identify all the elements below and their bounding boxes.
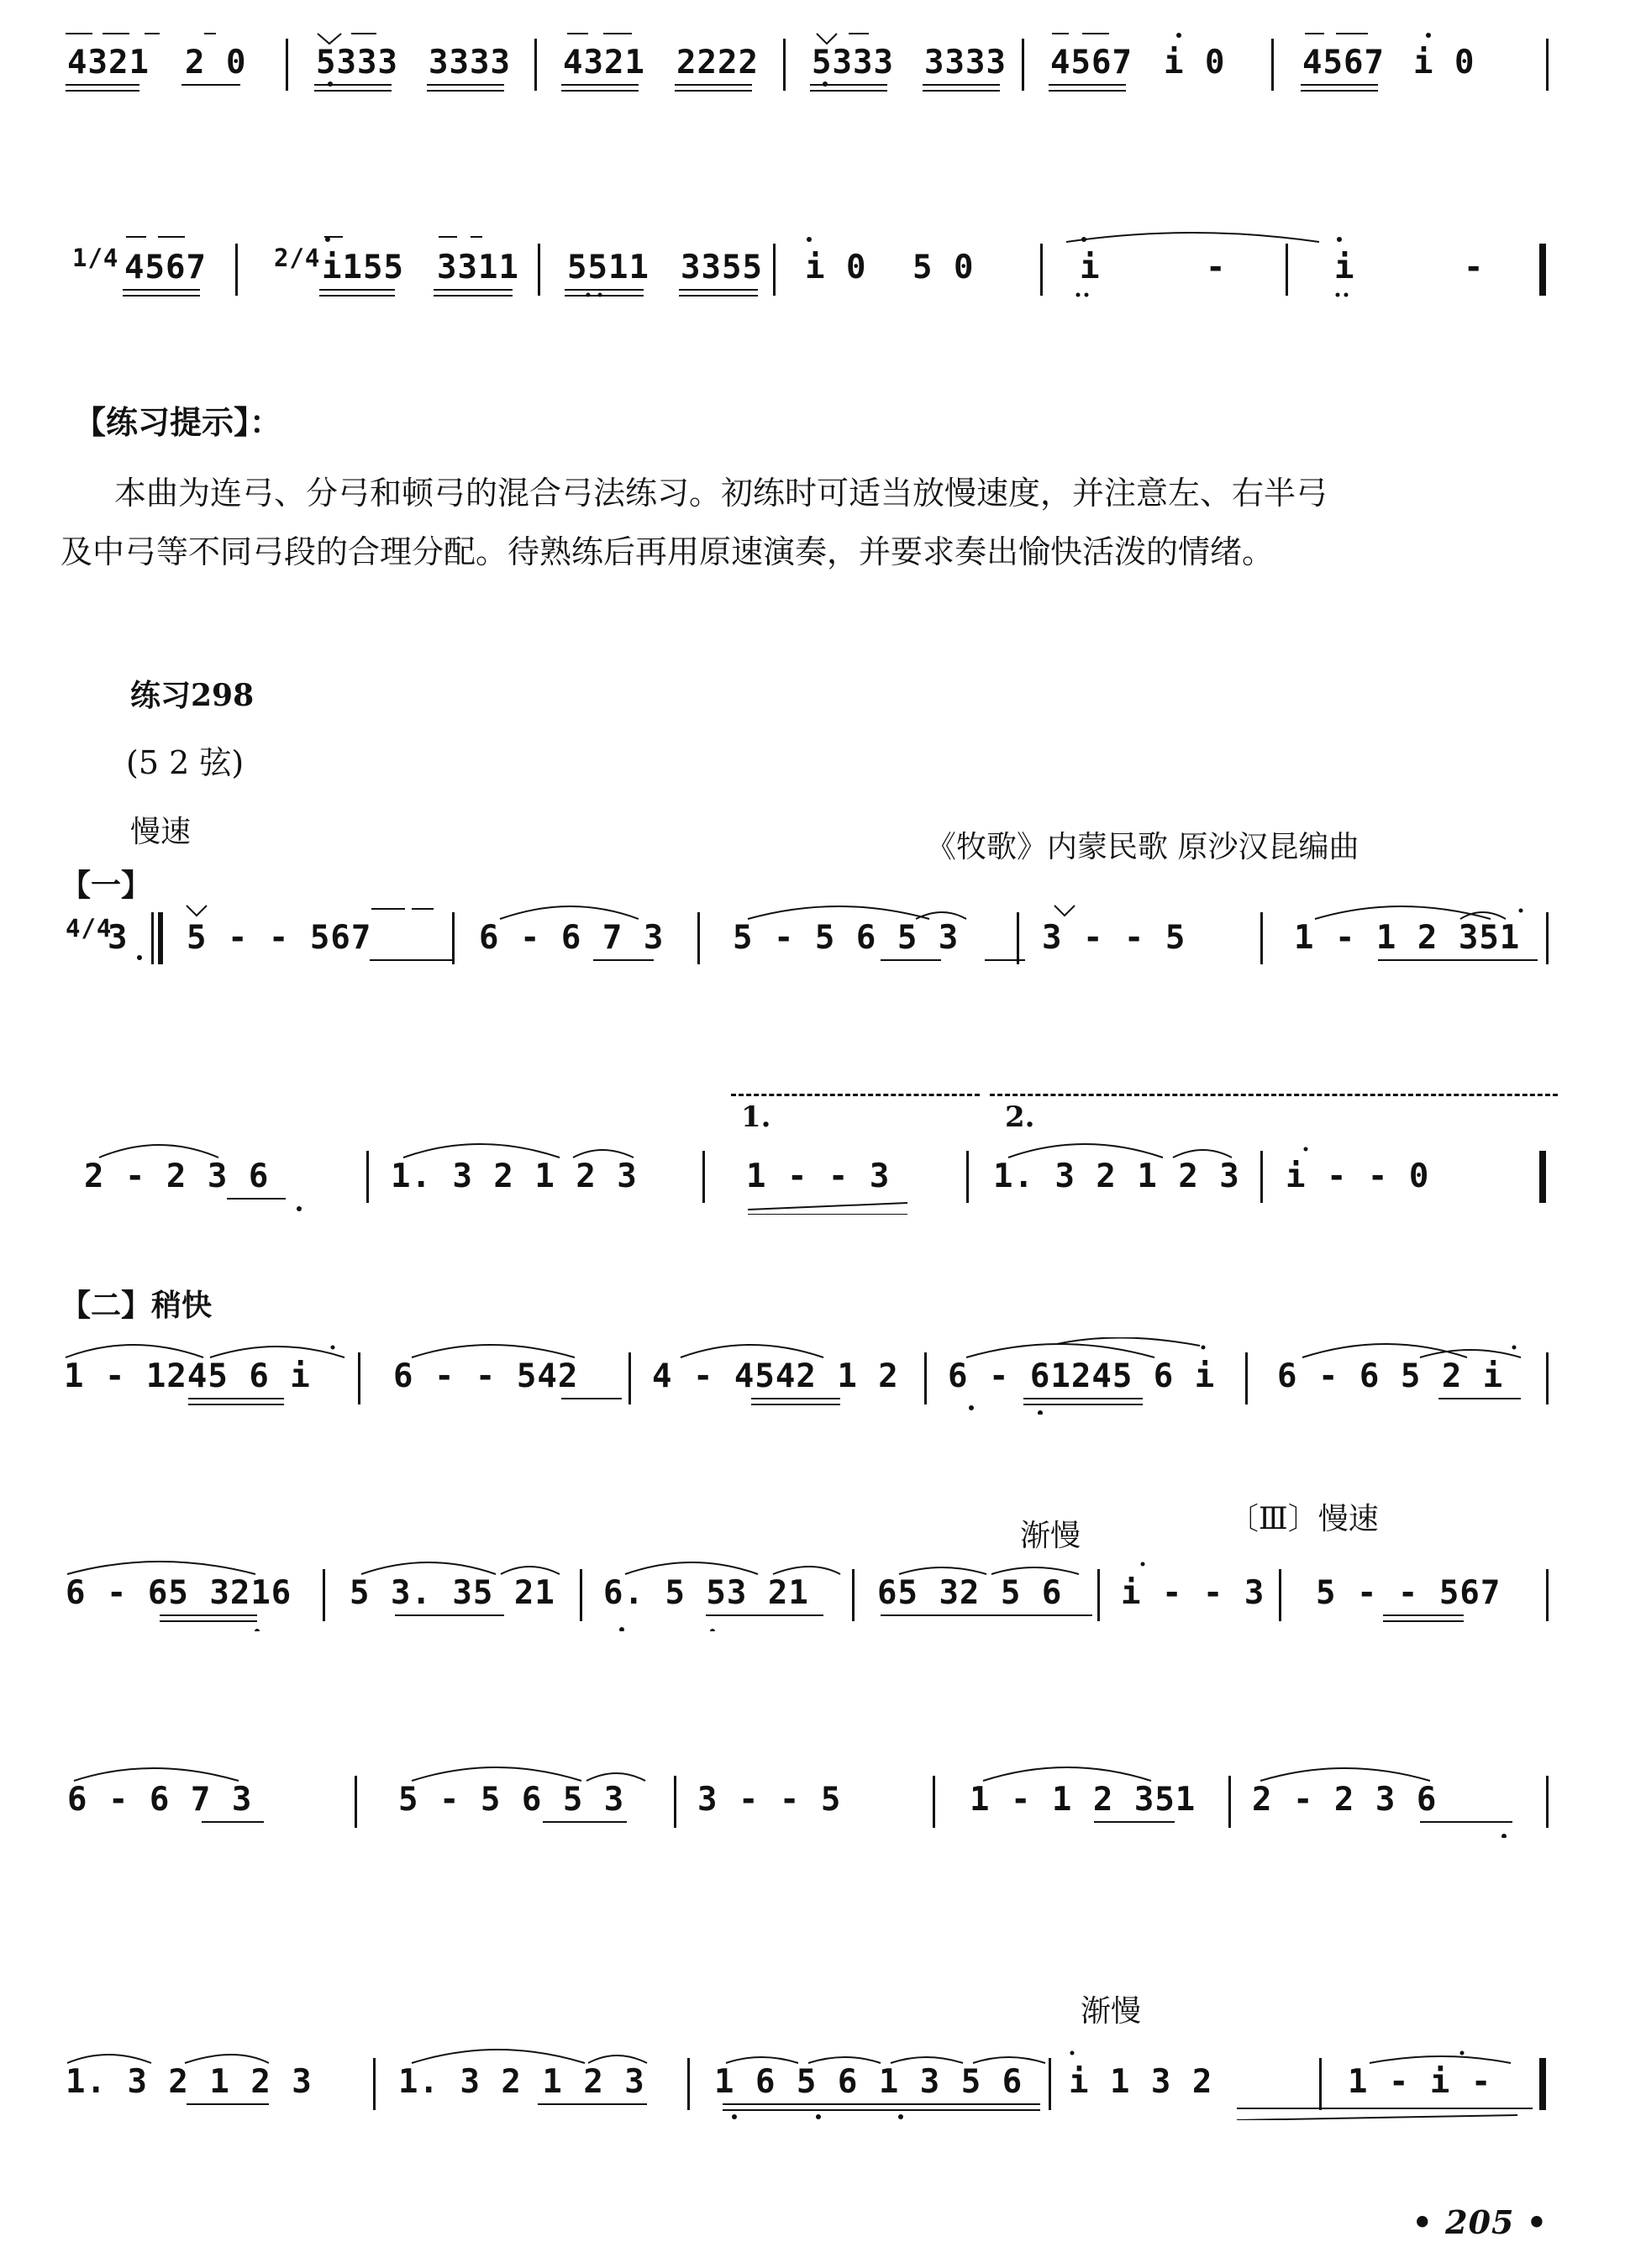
note-group: i - - 0	[1286, 1158, 1430, 1195]
barline	[323, 1569, 325, 1621]
note-group: 3333	[429, 44, 511, 81]
note-group: 6 - 65 3216	[66, 1574, 292, 1612]
note-group: 6 - - 542	[393, 1357, 579, 1395]
note-group: i	[1080, 249, 1101, 286]
barline	[452, 912, 455, 964]
score-line-6-notes	[59, 1574, 1563, 1611]
barline	[687, 2058, 690, 2110]
note-group: -	[1206, 249, 1227, 286]
note-group: i 1 3 2	[1069, 2063, 1213, 2101]
note-group: 65 32 5 6	[877, 1574, 1063, 1612]
note-group: 1. 3 2 1 2 3	[993, 1158, 1240, 1195]
barline	[580, 1569, 582, 1621]
score-line-5	[59, 1337, 1563, 1415]
score-line-8-notes	[59, 2063, 1563, 2100]
second-ending-label: 2.	[1005, 1100, 1035, 1134]
note-group: 6 - 6 5 2 i	[1277, 1357, 1504, 1395]
barline	[1228, 1776, 1231, 1828]
note-group: i	[1334, 249, 1355, 286]
section-two-label: 【二】稍快	[60, 1288, 213, 1323]
note-group: 5 - 5 6 5 3	[733, 919, 960, 957]
note-group: 1 - i -	[1348, 2063, 1492, 2101]
note-group: 5 - - 567	[1316, 1574, 1501, 1612]
note-group: 6 - 6 7 3	[67, 1781, 253, 1819]
practice-tips-line-2: 及中弓等不同弓段的合理分配。待熟练后再用原速演奏，并要求奏出愉快活泼的情绪。	[60, 533, 1275, 570]
slowing-marking-final: 渐慢	[1081, 1994, 1142, 2029]
section-one-label: 【一】	[60, 868, 152, 903]
note-group: 4567	[1302, 44, 1385, 81]
time-signature: 2/4	[274, 244, 321, 272]
barline	[355, 1776, 357, 1828]
note-group: i - - 3	[1121, 1574, 1265, 1612]
note-group: i155	[322, 249, 404, 286]
note-group: 5 - - 567	[187, 919, 372, 957]
barline	[702, 1151, 705, 1203]
note-group: 1 - - 3	[746, 1158, 891, 1195]
note-group: 2 - 2 3 6	[84, 1158, 270, 1195]
barline	[773, 244, 776, 296]
barline	[1097, 1569, 1100, 1621]
note-group: 3333	[924, 44, 1007, 81]
note-group: 4321	[67, 44, 150, 81]
end-barline	[1539, 244, 1546, 296]
barline	[373, 2058, 376, 2110]
note-group: 5333	[316, 44, 398, 81]
barline	[1319, 2058, 1322, 2110]
note-group: 5 0	[912, 249, 975, 286]
note-group: 6 - 61245 6 i	[948, 1357, 1216, 1395]
barline	[1271, 39, 1274, 91]
score-line-8	[59, 2043, 1563, 2120]
first-ending-label: 1.	[741, 1100, 771, 1134]
barline	[933, 1776, 935, 1828]
note-group: i 0	[805, 249, 867, 286]
barline	[1546, 912, 1549, 964]
barline	[852, 1569, 855, 1621]
note-group: 6 - 6 7 3	[479, 919, 665, 957]
time-signature: 1/4	[72, 244, 119, 272]
barline	[1017, 912, 1019, 964]
note-group: 4321	[563, 44, 645, 81]
note-group: 6. 5 53 21	[603, 1574, 809, 1612]
barline	[783, 39, 786, 91]
score-line-7	[59, 1761, 1563, 1838]
barline	[1022, 39, 1024, 91]
note-group: 1 - 1245 6 i	[64, 1357, 311, 1395]
source-credit: 《牧歌》内蒙民歌 原沙汉昆编曲	[926, 830, 1359, 864]
second-ending-bracket	[990, 1094, 1558, 1130]
section-three-tempo: 〔Ⅲ〕慢速	[1228, 1502, 1379, 1536]
barline	[358, 1352, 360, 1404]
practice-tips-title: 【练习提示】：	[74, 403, 282, 441]
note-group: 2 - 2 3 6	[1252, 1781, 1438, 1819]
barline	[235, 244, 238, 296]
barline	[924, 1352, 927, 1404]
score-line-2	[59, 228, 1563, 306]
barline	[1546, 39, 1549, 91]
page-number: • 205 •	[1412, 2203, 1548, 2241]
note-group: 5 3. 35 21	[350, 1574, 555, 1612]
note-group: i 0	[1413, 44, 1475, 81]
barline	[538, 244, 540, 296]
score-line-7-notes	[59, 1781, 1563, 1818]
note-group: 5333	[812, 44, 894, 81]
barline	[1279, 1569, 1281, 1621]
note-group: 3311	[437, 249, 519, 286]
score-line-1-notes	[59, 44, 1563, 81]
note-group: 1 - 1 2 351	[1294, 919, 1521, 957]
note-group: 4567	[1050, 44, 1133, 81]
barline	[1546, 1776, 1549, 1828]
note-group: 3 - - 5	[697, 1781, 842, 1819]
score-line-6	[59, 1554, 1563, 1631]
repeat-barline	[151, 912, 163, 964]
note-group: 4 - 4542 1 2	[652, 1357, 899, 1395]
barline	[534, 39, 537, 91]
barline	[628, 1352, 631, 1404]
repeat-barline	[966, 1151, 969, 1203]
end-barline	[1539, 1151, 1546, 1203]
barline	[1049, 2058, 1051, 2110]
note-group: 2 0	[185, 44, 247, 81]
score-line-4	[59, 1100, 1563, 1215]
note-group: 1 6 5 6 1 3 5 6	[714, 2063, 1023, 2101]
score-line-2-notes	[59, 244, 1563, 286]
barline	[1286, 244, 1288, 296]
barline	[1260, 1151, 1263, 1203]
tempo-marking: 慢速	[130, 815, 192, 849]
note-group: 1 - 1 2 351	[970, 1781, 1196, 1819]
barline	[697, 912, 700, 964]
score-line-3-notes	[59, 914, 1563, 957]
note-group: 1. 3 2 1 2 3	[391, 1158, 638, 1195]
note-group: 5511	[567, 249, 649, 286]
note-group: 3355	[681, 249, 763, 286]
note-group: 1. 3 2 1 2 3	[66, 2063, 313, 2101]
time-signature: 4/4	[66, 914, 113, 942]
score-line-5-notes	[59, 1357, 1563, 1394]
score-line-4-notes	[59, 1158, 1563, 1194]
note-group: 2222	[676, 44, 759, 81]
barline	[674, 1776, 676, 1828]
note-group: -	[1464, 249, 1485, 286]
end-barline	[1539, 2058, 1546, 2110]
note-group: i 0	[1164, 44, 1226, 81]
note-group: 3	[108, 919, 129, 957]
barline	[1546, 1352, 1549, 1404]
score-line-1	[59, 24, 1563, 101]
barline	[1040, 244, 1043, 296]
score-line-3	[59, 899, 1563, 976]
note-group: 3 - - 5	[1042, 919, 1186, 957]
barline	[1245, 1352, 1248, 1404]
slowing-marking: 渐慢	[1020, 1519, 1081, 1553]
barline	[286, 39, 288, 91]
note-group: 1. 3 2 1 2 3	[398, 2063, 645, 2101]
note-group: 5 - 5 6 5 3	[398, 1781, 625, 1819]
barline	[1260, 912, 1263, 964]
exercise-title: 练习298	[130, 678, 255, 713]
barline	[1546, 1569, 1549, 1621]
practice-tips-line-1: 本曲为连弓、分弓和顿弓的混合弓法练习。初练时可适当放慢速度，并注意左、右半弓	[114, 475, 1328, 512]
barline	[366, 1151, 369, 1203]
note-group: 4567	[124, 249, 207, 286]
tuning-label: (5 2 弦)	[126, 744, 245, 781]
